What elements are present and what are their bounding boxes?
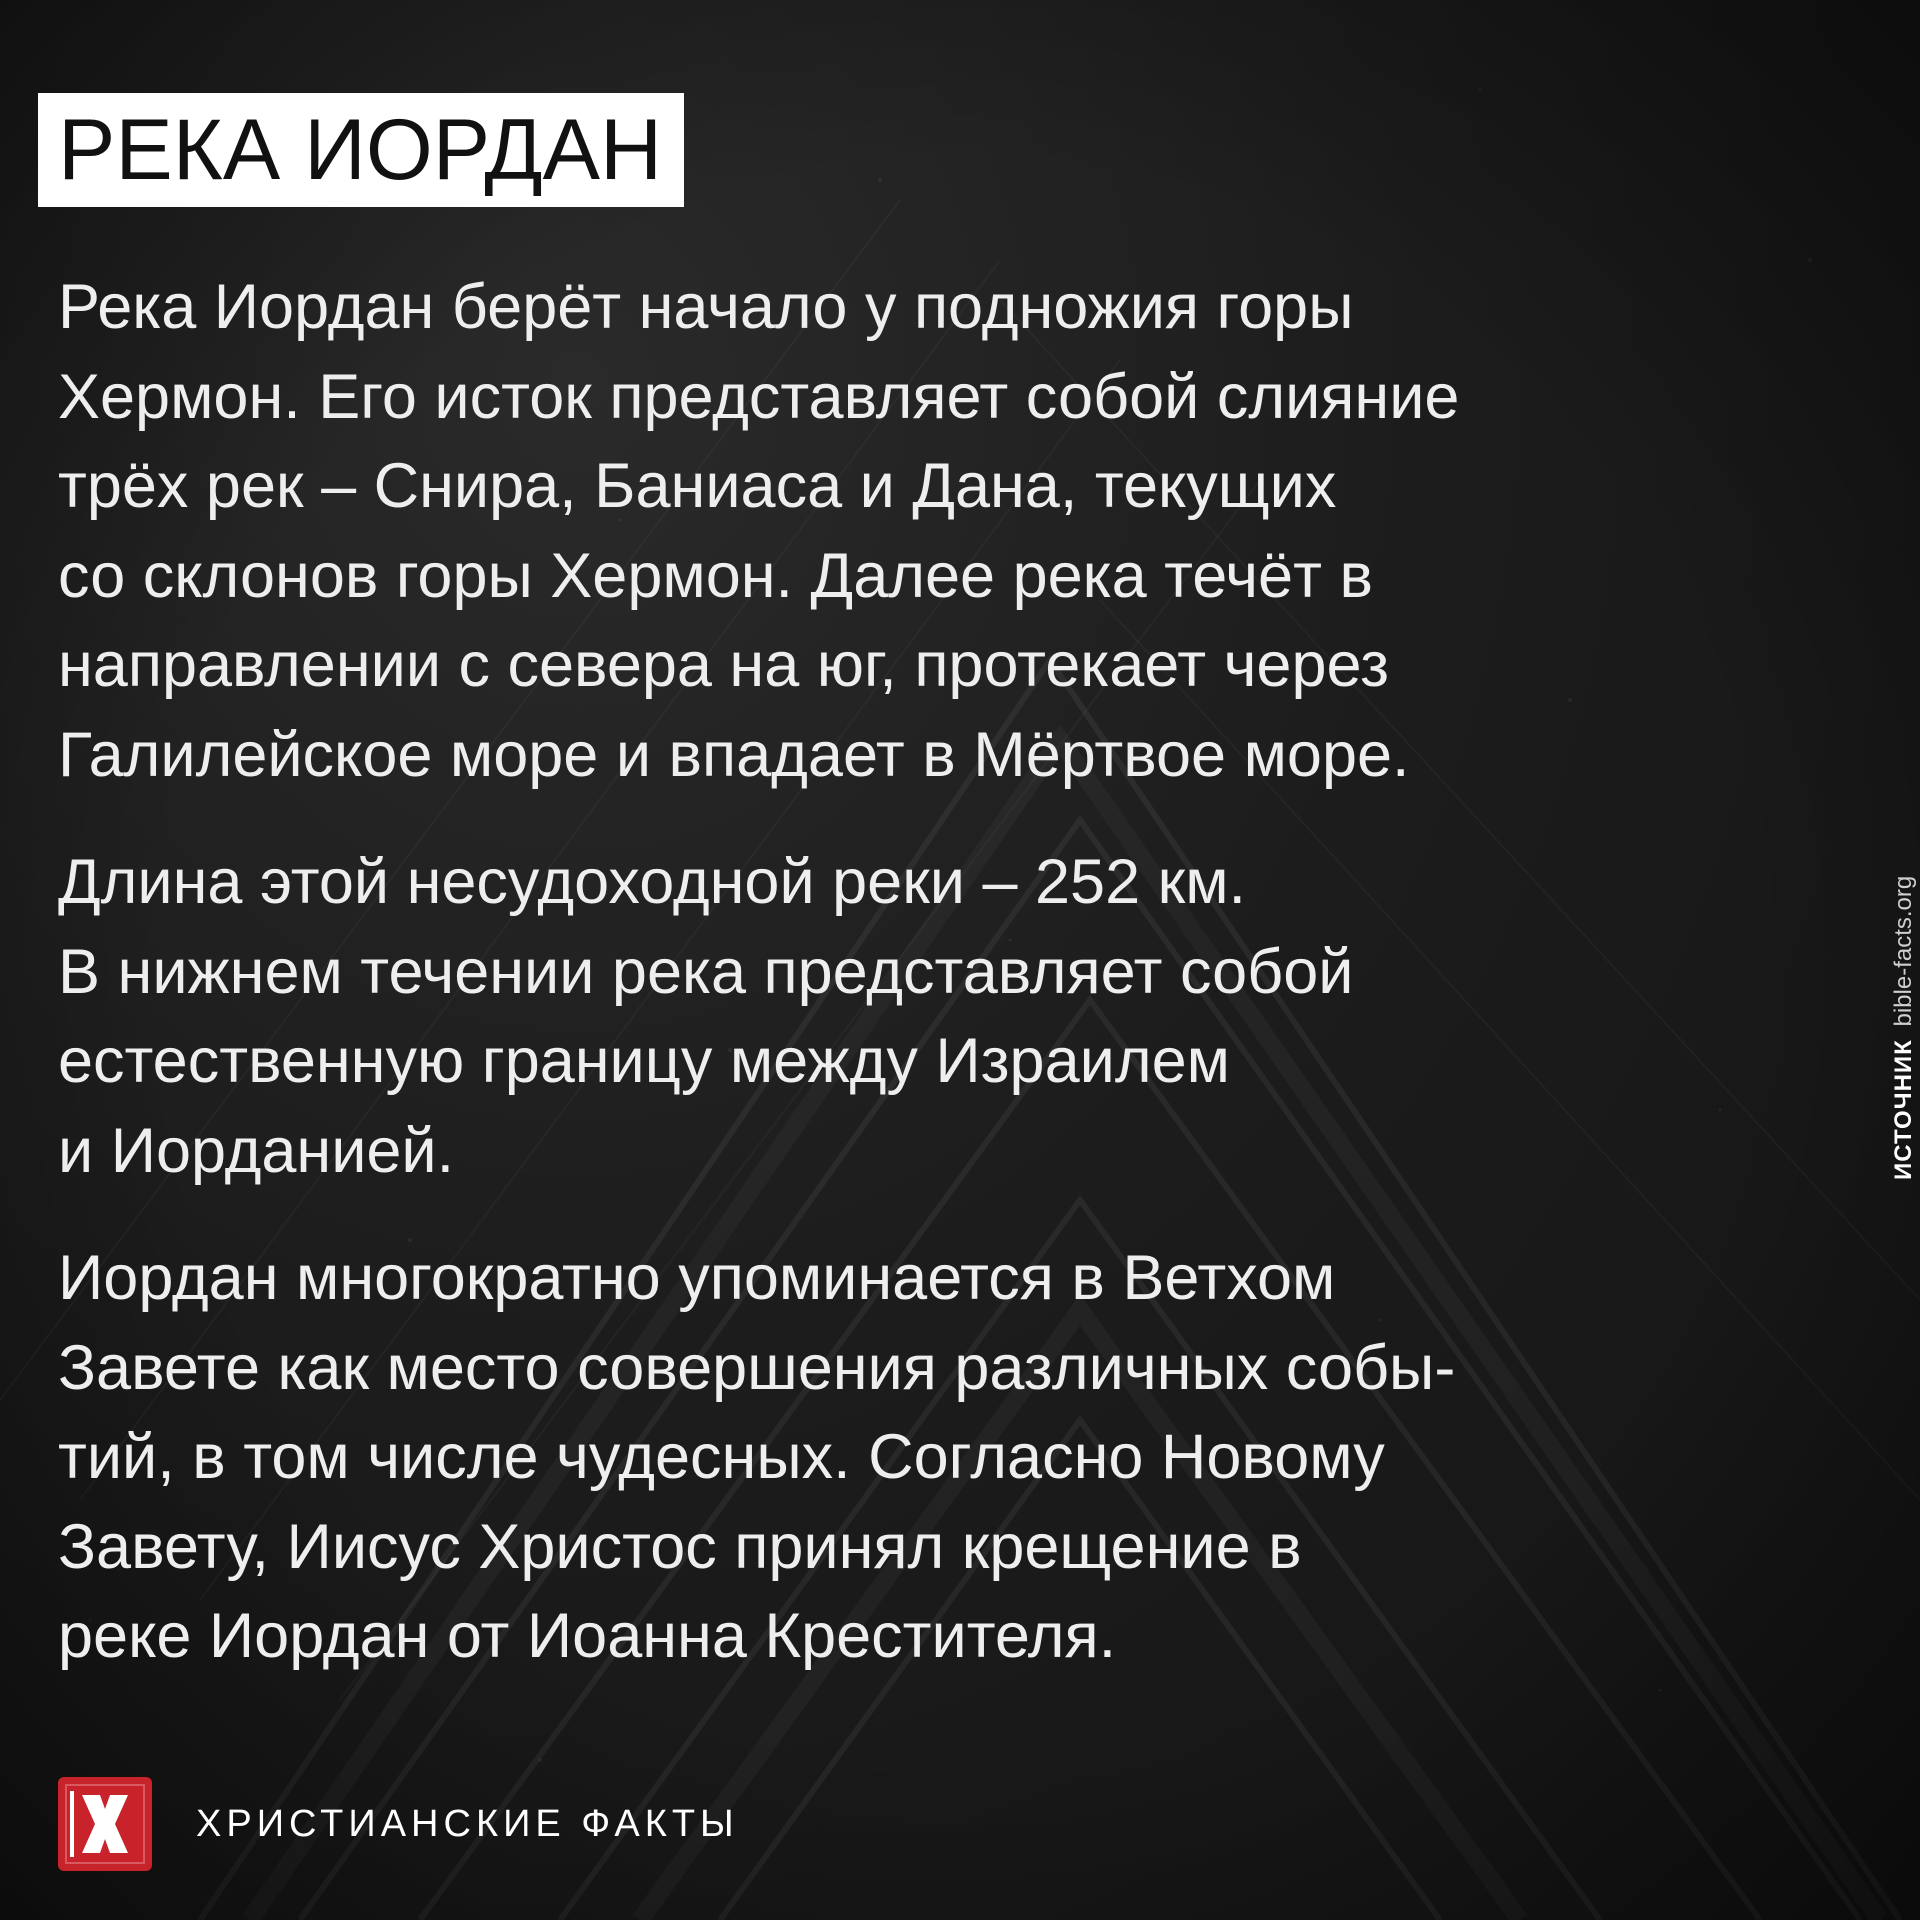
paragraph-line: естественную границу между Израилем <box>58 1026 1230 1096</box>
paragraph-line: Галилейское море и впадает в Мёртвое море. <box>58 719 1410 790</box>
brand-name: ХРИСТИАНСКИЕ ФАКТЫ <box>196 1802 739 1845</box>
source-site: bible-facts.org <box>1890 875 1917 1027</box>
paragraph-line: и Иорданией. <box>58 1115 455 1186</box>
paragraph-line: направлении с севера на юг, протекает через <box>58 630 1390 700</box>
article-body <box>58 263 1738 1720</box>
paragraph-line: реке Иордан от Иоанна Крестителя. <box>58 1601 1117 1671</box>
page-title: РЕКА ИОРДАН <box>58 102 663 198</box>
paragraph-line: Длина этой несудоходной реки – 252 км. <box>58 847 1247 917</box>
paragraph-line: тий, в том числе чудесных. Согласно Новому <box>58 1422 1385 1492</box>
paragraph-line: со склонов горы Хермон. Далее река течёт в <box>58 540 1373 611</box>
paragraph-line: Иордан многократно упоминается в Ветхом <box>58 1243 1336 1313</box>
paragraph-3 <box>58 1234 1738 1682</box>
paragraph-line: В нижнем течении река представляет собой <box>58 936 1354 1007</box>
paragraph-line: Завету, Иисус Христос принял крещение в <box>58 1511 1302 1582</box>
paragraph-line: трёх рек – Снира, Баниаса и Дана, текущих <box>58 451 1337 521</box>
source-credit <box>1890 876 1918 1180</box>
x-letter-logo-icon <box>58 1777 152 1871</box>
paragraph-2 <box>58 838 1738 1196</box>
title-box <box>38 93 684 207</box>
paragraph-line: Река Иордан берёт начало у подножия горы <box>58 272 1354 342</box>
paragraph-1 <box>58 263 1738 800</box>
source-label: ИСТОЧНИК <box>1890 1039 1917 1180</box>
paragraph-line: Завете как место совершения различных собы- <box>58 1332 1456 1403</box>
paragraph-line: Хермон. Его исток представляет собой слияние <box>58 361 1460 432</box>
footer-brand <box>58 1776 739 1872</box>
